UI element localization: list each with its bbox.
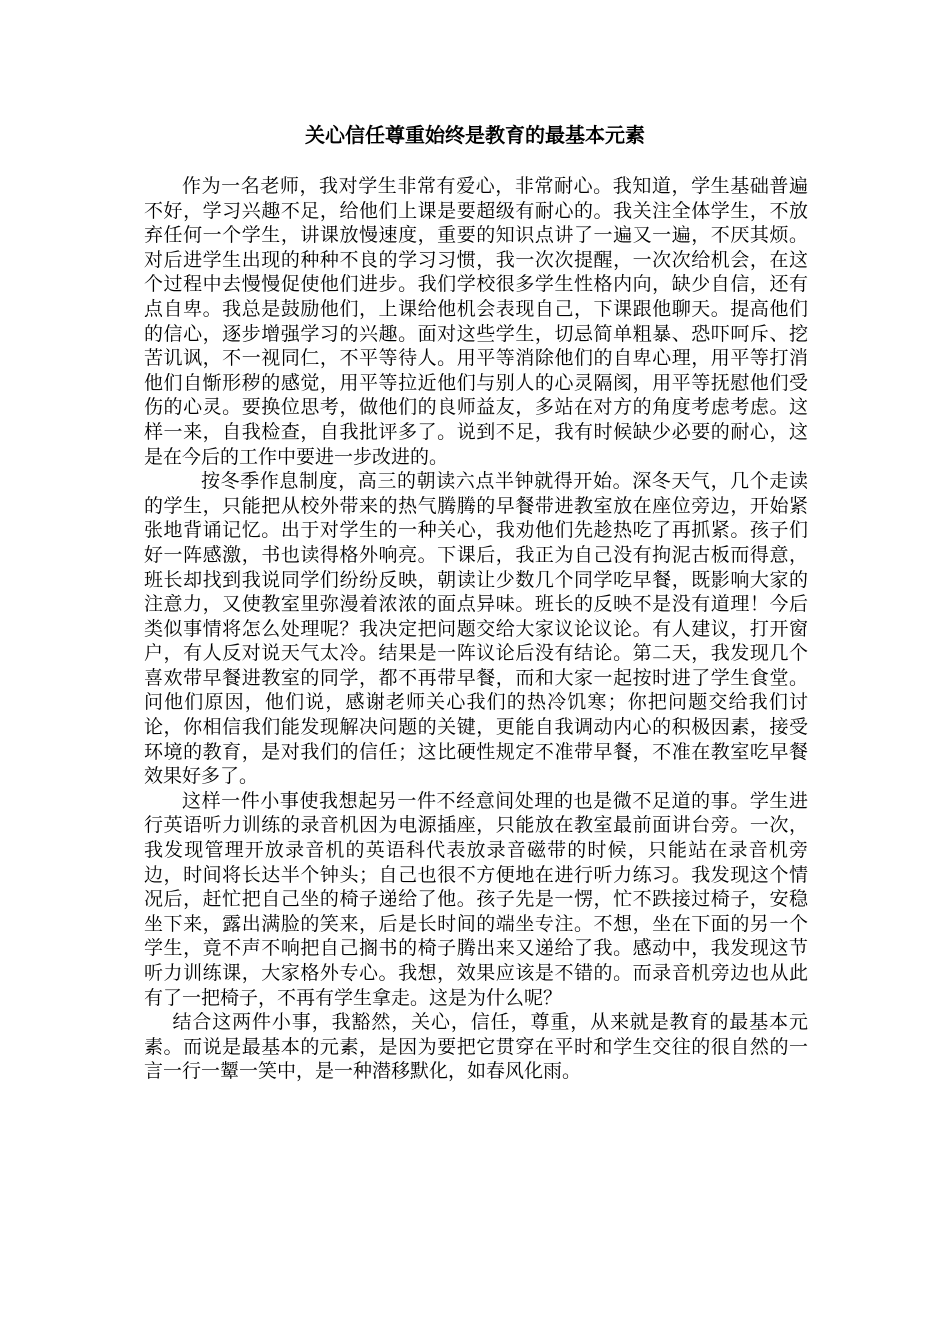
paragraph-3: 这样一件小事使我想起另一件不经意间处理的也是微不足道的事。学生进行英语听力训练的录音机因为电源插座，只能放在教室最前面讲台旁。一次，我发现管理开放录音机的英语科代表放录音磁带的时候，只能站在录音机旁边，时间将长达半个钟头；自己也很不方便地在进行听力练习。我发现这个情况后，赶忙把自己坐的椅子递给了他。孩子先是一愣，忙不跌接过椅子，安稳坐下来，露出满脸的笑来，后是长时间的端坐专注。不想，坐在下面的另一个学生，竟不声不响把自己搁书的椅子腾出来又递给了我。感动中，我发现这节听力训练课，大家格外专心。我想，效果应该是不错的。而录音机旁边也从此有了一把椅子，不再有学生拿走。这是为什么呢？ (144, 789, 808, 1009)
paragraph-4: 结合这两件小事，我豁然，关心，信任，尊重，从来就是教育的最基本元素。而说是最基本的元素，是因为要把它贯穿在平时和学生交往的很自然的一言一行一颦一笑中，是一种潜移默化，如春风化雨。 (144, 1011, 808, 1083)
document-body (144, 174, 808, 1084)
document-title: 关心信任尊重始终是教育的最基本元素 (305, 123, 645, 147)
paragraph-2: 按冬季作息制度，高三的朝读六点半钟就得开始。深冬天气，几个走读的学生，只能把从校外带来的热气腾腾的早餐带进教室放在座位旁边，开始紧张地背诵记忆。出于对学生的一种关心，我劝他们先趁热吃了再抓紧。孩子们好一阵感激，书也读得格外响亮。下课后，我正为自己没有拘泥古板而得意，班长却找到我说同学们纷纷反映，朝读让少数几个同学吃早餐，既影响大家的注意力，又使教室里弥漫着浓浓的面点异味。班长的反映不是没有道理！今后类似事情将怎么处理呢？我决定把问题交给大家议论议论。有人建议，打开窗户，有人反对说天气太冷。结果是一阵议论后没有结论。第二天，我发现几个喜欢带早餐进教室的同学，都不再带早餐，而和大家一起按时进了学生食堂。问他们原因，他们说，感谢老师关心我们的热冷饥寒；你把问题交给我们讨论，你相信我们能发现解决问题的关键，更能自我调动内心的积极因素，接受环境的教育，是对我们的信任；这比硬性规定不准带早餐，不准在教室吃早餐效果好多了。 (144, 470, 808, 788)
paragraph-1: 作为一名老师，我对学生非常有爱心，非常耐心。我知道，学生基础普遍不好，学习兴趣不足，给他们上课是要超级有耐心的。我关注全体学生，不放弃任何一个学生，讲课放慢速度，重要的知识点讲了一遍又一遍，不厌其烦。对后进学生出现的种种不良的学习习惯，我一次次提醒，一次次给机会，在这个过程中去慢慢促使他们进步。我们学校很多学生性格内向，缺少自信，还有点自卑。我总是鼓励他们，上课给他机会表现自己，下课跟他聊天。提高他们的信心，逐步增强学习的兴趣。面对这些学生，切忌简单粗暴、恐吓呵斥、挖苦讥讽，不一视同仁，不平等待人。用平等消除他们的自卑心理，用平等打消他们自惭形秽的感觉，用平等拉近他们与别人的心灵隔阂，用平等抚慰他们受伤的心灵。要换位思考，做他们的良师益友，多站在对方的角度考虑考虑。这样一来，自我检查，自我批评多了。说到不足，我有时候缺少必要的耐心，这是在今后的工作中要进一步改进的。 (144, 175, 808, 468)
